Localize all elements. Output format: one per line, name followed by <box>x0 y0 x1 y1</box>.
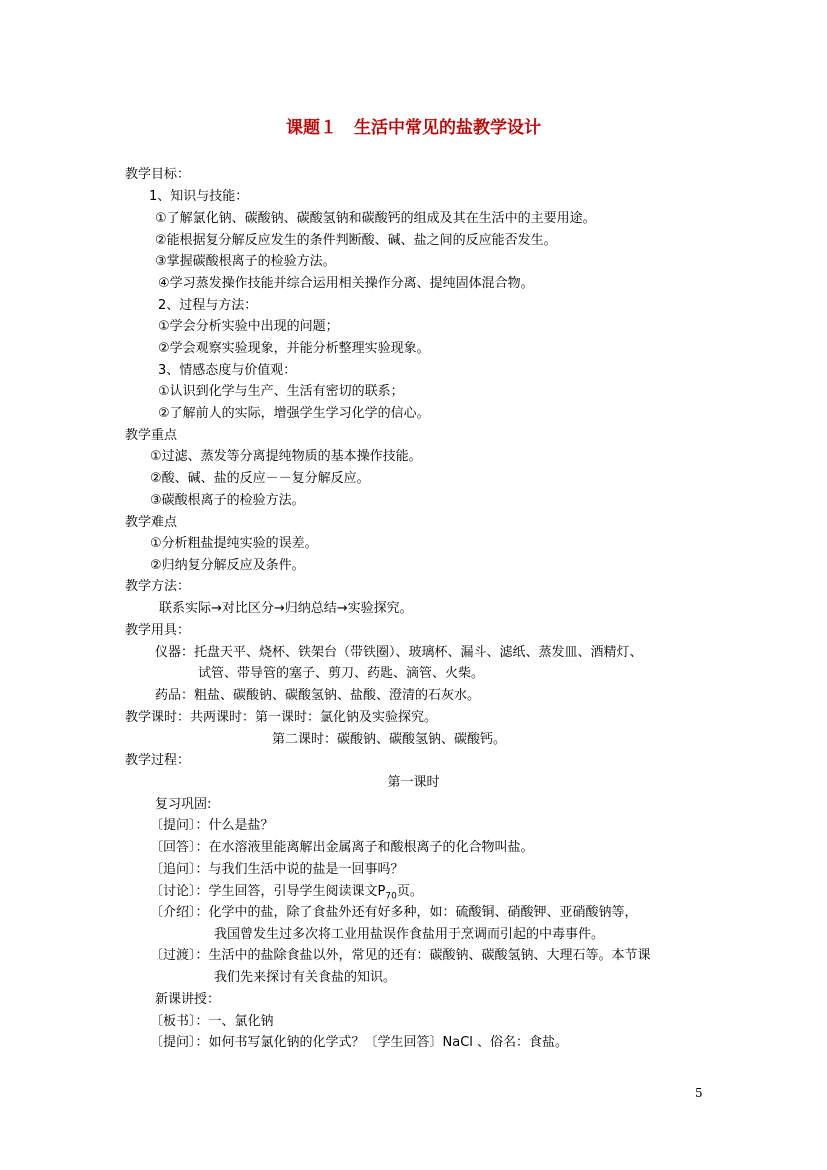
text-line: ②能根据复分解反应发生的条件判断酸、碱、盐之间的反应能否发生。 <box>155 233 557 248</box>
text-line: ②酸、碱、盐的反应－－复分解反应。 <box>150 471 370 486</box>
text-line: ④学习蒸发操作技能并综合运用相关操作分离、提纯固体混合物。 <box>158 276 534 291</box>
text-line: 联系实际→对比区分→归纳总结→实验探究。 <box>159 601 413 616</box>
text-line: 〔提问〕：什么是盐？ <box>150 818 274 833</box>
text-line: 〔提问〕：如何书写氯化钠的化学式？〔学生回答〕NaCl 、俗名：食盐。 <box>150 1035 569 1050</box>
text-line: 〔板书〕：一、氯化钠 <box>150 1014 274 1029</box>
text-line: 〔回答〕：在水溶液里能离解出金属离子和酸根离子的化合物叫盐。 <box>150 840 534 855</box>
text-line: 复习巩固: <box>155 797 212 812</box>
text-line: ②归纳复分解反应及条件。 <box>150 558 305 573</box>
text-line: ①学会分析实验中出现的问题； <box>158 319 339 334</box>
text-line: ②了解前人的实际，增强学生学习化学的信心。 <box>158 406 430 421</box>
text-line: 〔追问〕：与我们生活中说的盐是一回事吗？ <box>150 862 404 877</box>
page-reference: $P_{70}$页。 <box>377 884 423 902</box>
text-line: 我国曾发生过多次将工业用盐误作食盐用于烹调而引起的中毒事件。 <box>214 927 605 942</box>
document-title: 课题１ 生活中常见的盐教学设计 <box>286 118 541 138</box>
text-line: ①了解氯化钠、碳酸钠、碳酸氢钠和碳酸钙的组成及其在生活中的主要用途。 <box>155 211 596 226</box>
text-line: ②学会观察实验现象，并能分析整理实验现象。 <box>158 341 430 356</box>
text-line: 药品：粗盐、碳酸钠、碳酸氢钠、盐酸、澄清的石灰水。 <box>155 688 481 703</box>
text-line: ①认识到化学与生产、生活有密切的联系； <box>158 384 404 399</box>
section-heading: 教学难点 <box>125 515 178 530</box>
text-line: 新课讲授： <box>155 992 221 1007</box>
text-line: 1、知识与技能： <box>149 189 249 204</box>
text-line: 〔过渡〕：生活中的盐除食盐以外，常见的还有：碳酸钠、碳酸氢钠、大理石等。本节课 <box>150 948 651 963</box>
section-heading: 教学方法： <box>125 579 191 594</box>
text-line: 〔介绍〕：化学中的盐，除了食盐外还有好多种，如：硫酸铜、硝酸钾、亚硝酸钠等， <box>150 905 638 920</box>
page-number: 5 <box>695 1086 703 1100</box>
section-heading: 教学用具： <box>125 623 191 638</box>
section-heading: 教学重点 <box>125 428 178 443</box>
text-line: 教学目标： <box>125 167 191 182</box>
text-line: ③掌握碳酸根离子的检验方法。 <box>155 254 336 269</box>
text-line: ①分析粗盐提纯实验的误差。 <box>150 536 318 551</box>
text-line: ①过滤、蒸发等分离提纯物质的基本操作技能。 <box>150 449 422 464</box>
lesson-heading: 第一课时 <box>387 775 440 790</box>
text-line: 我们先来探讨有关食盐的知识。 <box>214 970 397 985</box>
section-heading: 教学过程： <box>125 753 191 768</box>
text-line: 仪器：托盘天平、烧杯、铁架台（带铁圈）、玻璃杯、漏斗、滤纸、蒸发皿、酒精灯、 <box>155 645 643 660</box>
text-line: ③碳酸根离子的检验方法。 <box>150 493 305 508</box>
text-line: 第二课时：碳酸钠、碳酸氢钠、碳酸钙。 <box>272 732 507 747</box>
text-line-main: 〔讨论〕：学生回答，引导学生阅读课文 <box>150 884 378 899</box>
text-line <box>150 883 423 906</box>
text-line: 3、情感态度与价值观： <box>158 363 297 378</box>
text-line: 2、过程与方法： <box>158 298 258 313</box>
text-line: 教学课时：共两课时：第一课时：氯化钠及实验探究。 <box>125 710 438 725</box>
text-line: 试管、带导管的塞子、剪刀、药匙、滴管、火柴。 <box>198 666 485 681</box>
